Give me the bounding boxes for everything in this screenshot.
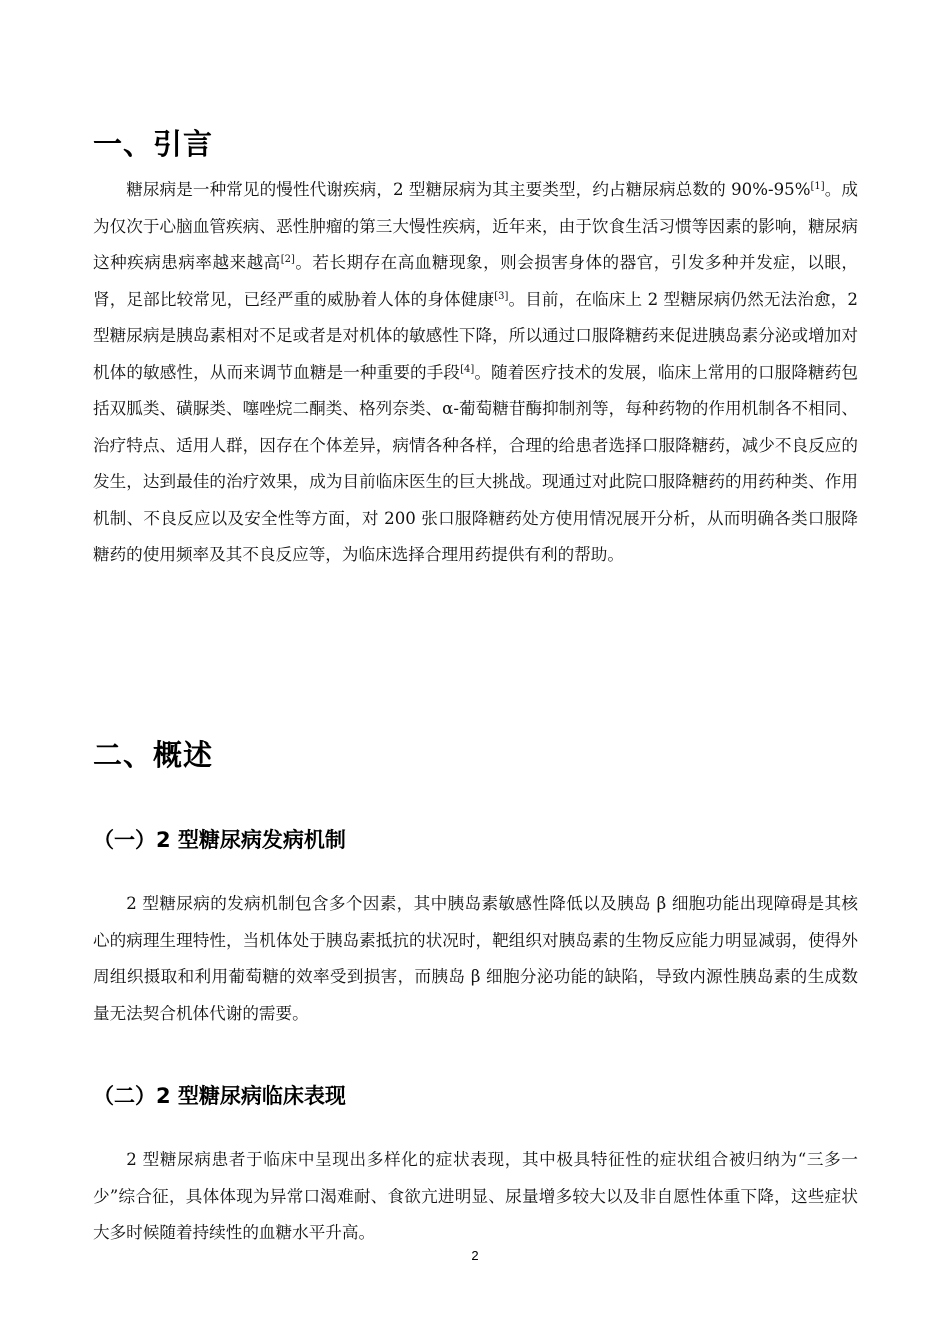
intro-text-segment: 。成为仅次于心脑血管疾病、恶性肿瘤的第三大慢性疾病，近年来，由于饮食生活习惯等因素的影响，糖尿病这种疾病患病率越来越高: [93, 180, 858, 272]
subsection-heading-pathogenesis: （一）2 型糖尿病发病机制: [93, 828, 346, 852]
section-heading-introduction: 一、引言: [93, 127, 214, 161]
intro-text-segment: 。若长期存在高血糖现象，则会损害身体的器官，引发多种并发症，以眼，肾，足部比较常见，已经严重的威胁着人体的身体健康: [93, 253, 859, 309]
clinical-manifestations-paragraph: 2 型糖尿病患者于临床中呈现出多样化的症状表现，其中极具特征性的症状组合被归纳为“三多一少”综合征，具体体现为异常口渴难耐、食欲亢进明显、尿量增多较大以及非自愿性体重下降，这些症状大多时候随着持续性的血糖水平升高。: [93, 1150, 858, 1242]
pathogenesis-paragraph: 2 型糖尿病的发病机制包含多个因素，其中胰岛素敏感性降低以及胰岛 β 细胞功能出现障碍是其核心的病理生理特性，当机体处于胰岛素抵抗的状况时，靶组织对胰岛素的生物反应能力明显减弱，使得外周组织摄取和利用葡萄糖的效率受到损害，而胰岛 β 细胞分泌功能的缺陷，导致内源性胰岛素的生成数量无法契合机体代谢的需要。: [93, 894, 858, 1023]
subsection-heading-clinical-manifestations: （二）2 型糖尿病临床表现: [93, 1084, 346, 1108]
intro-text-segment: 。目前，在临床上 2 型糖尿病仍然无法治愈，2 型糖尿病是胰岛素相对不足或者是对机体的敏感性下降，所以通过口服降糖药来促进胰岛素分泌或增加对机体的敏感性，从而来调节血糖是一种重要的手段: [93, 289, 858, 382]
citation-reference: [1]: [810, 181, 825, 192]
page-number: 2: [471, 1248, 479, 1263]
section-heading-overview: 二、概述: [93, 738, 214, 772]
intro-text-segment: 糖尿病是一种常见的慢性代谢疾病，2 型糖尿病为其主要类型，约占糖尿病总数的 90%-95%: [126, 180, 811, 199]
citation-reference: [3]: [494, 290, 509, 302]
citation-reference: [4]: [460, 363, 475, 375]
intro-text-segment: 。随着医疗技术的发展，临床上常用的口服降糖药包括双胍类、磺脲类、噻唑烷二酮类、格列奈类、α-葡萄糖苷酶抑制剂等，每种药物的作用机制各不相同、治疗特点、适用人群，因存在个体差异，病情各种各样，合理的给患者选择口服降糖药，减少不良反应的发生，达到最佳的治疗效果，成为目前临床医生的巨大挑战。现通过对此院口服降糖药的用药种类、作用机制、不良反应以及安全性等方面，对 200 张口服降糖药处方使用情况展开分析，从而明确各类口服降糖药的使用频率及其不良反应等，为临床选择合理用药提供有利的帮助。: [93, 362, 859, 564]
citation-reference: [2]: [280, 254, 295, 265]
introduction-paragraph: [93, 172, 858, 574]
